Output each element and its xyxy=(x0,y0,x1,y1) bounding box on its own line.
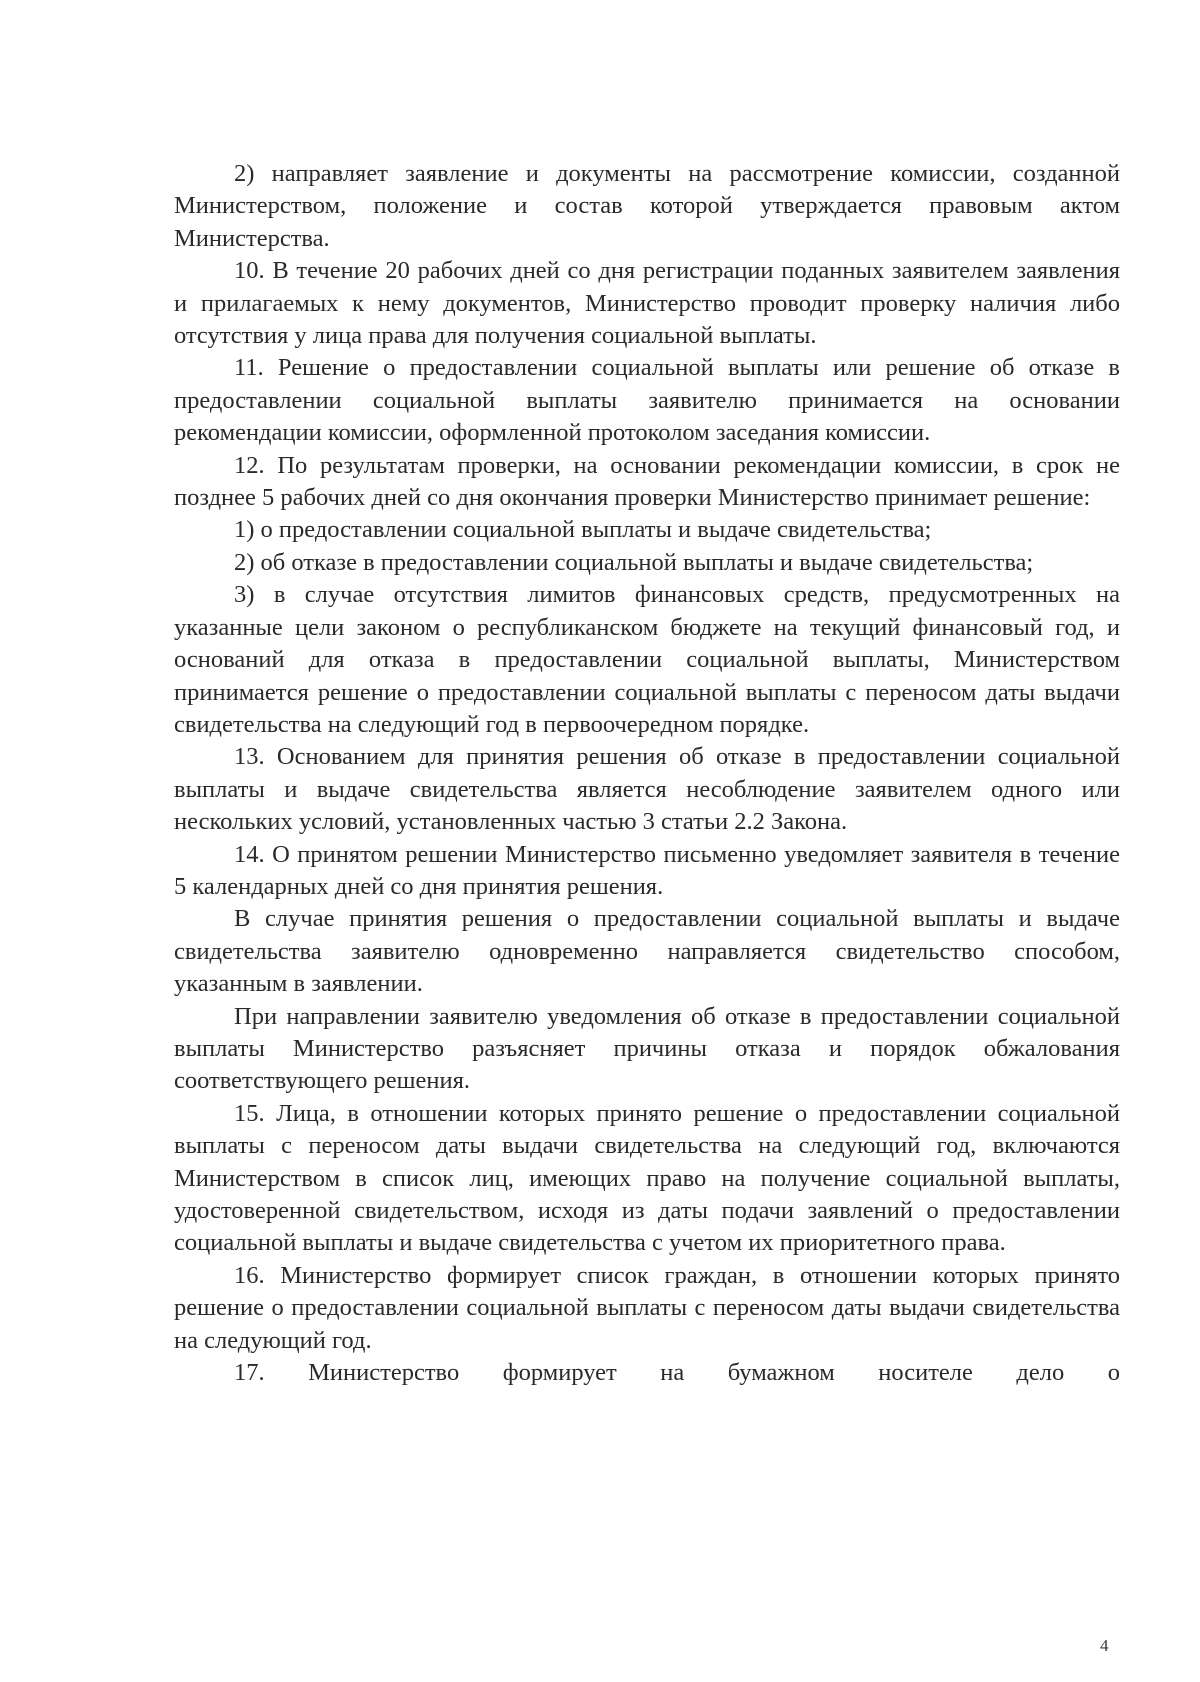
paragraph-item-2: 2) направляет заявление и документы на рассмотрение комиссии, созданной Министерством, положение и состав которой утверждается правовым актом Министерства. xyxy=(174,160,1120,252)
paragraph-14-refusal: При направлении заявителю уведомления об отказе в предоставлении социальной выплаты Министерство разъясняет причины отказа и порядок обжалования соответствующего решения. xyxy=(174,1002,1120,1095)
paragraph-12-item-2: 2) об отказе в предоставлении социальной выплаты и выдаче свидетельства; xyxy=(234,548,1034,576)
paragraph-13: 13. Основанием для принятия решения об отказе в предоставлении социальной выплаты и выдаче свидетельства является несоблюдение заявителем одного или нескольких условий, установленных частью 3 статьи 2.2 Закона. xyxy=(174,743,1120,836)
paragraph-15: 15. Лица, в отношении которых принято решение о предоставлении социальной выплаты с переносом даты выдачи свидетельства на следующий год, включаются Министерством в список лиц, имеющих право на получение социальной выплаты, удостоверенной свидетельством, исходя из даты подачи заявлений о предоставлении социальной выплаты и выдаче свидетельства с учетом их приоритетного права. xyxy=(174,1099,1120,1257)
paragraph-14: 14. О принятом решении Министерство письменно уведомляет заявителя в течение 5 календарных дней со дня принятия решения. xyxy=(174,840,1120,900)
page-number: 4 xyxy=(1100,1636,1109,1655)
paragraph-17: 17. Министерство формирует на бумажном носителе дело о xyxy=(234,1359,1120,1387)
paragraph-10: 10. В течение 20 рабочих дней со дня регистрации поданных заявителем заявления и прилагаемых к нему документов, Министерство проводит проверку наличия либо отсутствия у лица права для получения социальной выплаты. xyxy=(174,257,1120,350)
paragraph-12-item-3: 3) в случае отсутствия лимитов финансовых средств, предусмотренных на указанные цели законом о республиканском бюджете на текущий финансовый год, и оснований для отказа в предоставлении социальной выплаты, Министерством принимается решение о предоставлении социальной выплаты с переносом даты выдачи свидетельства на следующий год в первоочередном порядке. xyxy=(174,581,1120,738)
paragraph-12-item-1: 1) о предоставлении социальной выплаты и выдаче свидетельства; xyxy=(234,516,932,544)
paragraph-14-approval: В случае принятия решения о предоставлении социальной выплаты и выдаче свидетельства заявителю одновременно направляется свидетельство способом, указанным в заявлении. xyxy=(174,905,1120,998)
paragraph-16: 16. Министерство формирует список граждан, в отношении которых принято решение о предоставлении социальной выплаты с переносом даты выдачи свидетельства на следующий год. xyxy=(174,1261,1120,1354)
document-body xyxy=(174,158,1120,1389)
paragraph-11: 11. Решение о предоставлении социальной выплаты или решение об отказе в предоставлении социальной выплаты заявителю принимается на основании рекомендации комиссии, оформленной протоколом заседания комиссии. xyxy=(174,354,1120,447)
paragraph-12: 12. По результатам проверки, на основании рекомендации комиссии, в срок не позднее 5 рабочих дней со дня окончания проверки Министерство принимает решение: xyxy=(174,451,1120,512)
